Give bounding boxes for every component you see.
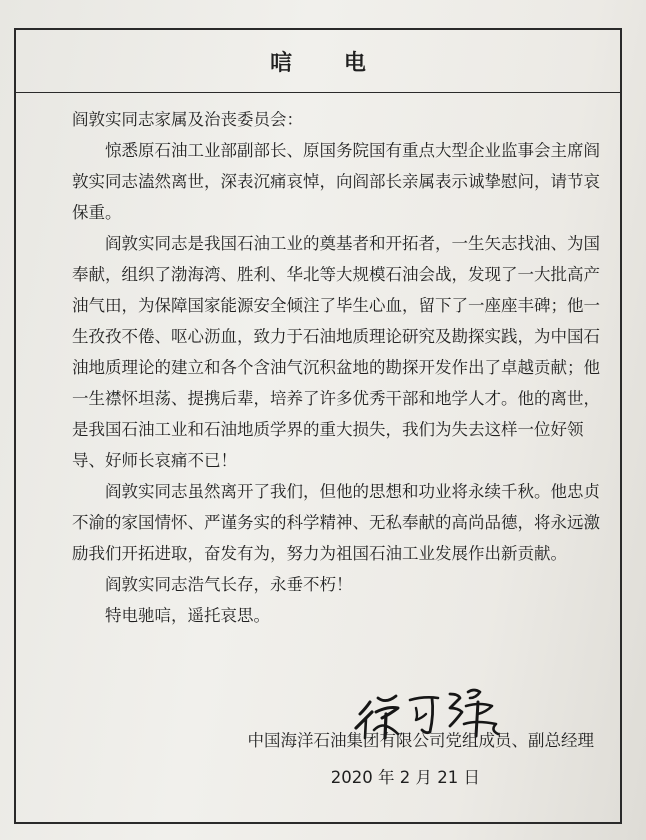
paragraph-achievements: 阎敦实同志是我国石油工业的奠基者和开拓者，一生矢志找油、为国奉献，组织了渤海湾、胜利、华北等大规模石油会战，发现了一大批高产油气田，为保障国家能源安全倾注了毕生心血，留下了一座座丰碑；他一生孜孜不倦、呕心沥血，致力于石油地质理论研究及勘探实践，为中国石油地质理论的建立和各个含油气沉积盆地的勘探开发作出了卓越贡献；他一生襟怀坦荡、提携后辈，培养了许多优秀干部和地学人才。他的离世，是我国石油工业和石油地质学界的重大损失，我们为失去这样一位好领导、好师长哀痛不已！ [72, 234, 600, 470]
document-title: 唁 电 [270, 50, 388, 76]
signatory-organization-title: 中国海洋石油集团有限公司党组成员、副总经理 [247, 731, 594, 750]
salutation: 阎敦实同志家属及治丧委员会： [72, 110, 303, 129]
letter-body [72, 104, 612, 631]
paragraph-condolence: 惊悉原石油工业部副部长、原国务院国有重点大型企业监事会主席阎敦实同志溘然离世，深表沉痛哀悼，向阎部长亲属表示诚挚慰问，请节哀保重。 [72, 141, 600, 222]
paragraph-legacy: 阎敦实同志虽然离开了我们，但他的思想和功业将永续千秋。他忠贞不渝的家国情怀、严谨务实的科学精神、无私奉献的高尚品德，将永远激励我们开拓进取，奋发有为，努力为祖国石油工业发展作出新贡献。 [72, 482, 600, 563]
closing-line-2: 特电驰唁，遥托哀思。 [105, 606, 270, 625]
signature-date: 2020 年 2 月 21 日 [330, 768, 480, 787]
closing-line-1: 阎敦实同志浩气长存，永垂不朽！ [105, 575, 353, 594]
title-row [16, 30, 620, 93]
